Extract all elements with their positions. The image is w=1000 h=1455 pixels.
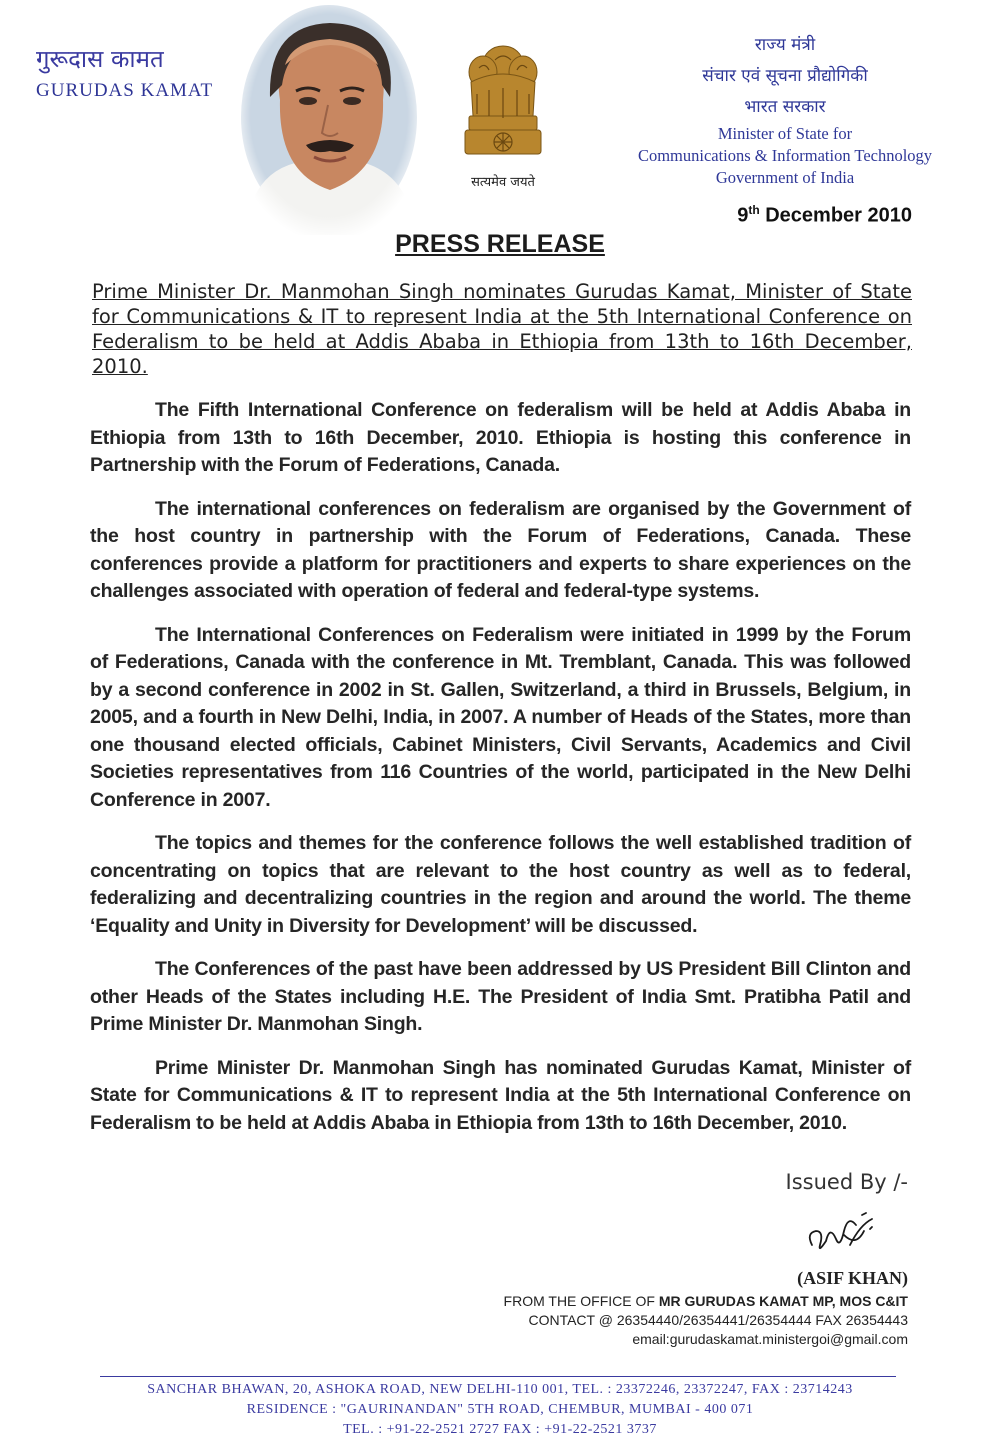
date-suffix: th xyxy=(748,203,760,217)
body-paragraph: The Fifth International Conference on federalism will be held at Addis Ababa in Ethiopia from 13th to 16th December, 2010. Ethiopia is hosting this conference in Partnership with the Forum of Federations, Canada. xyxy=(90,399,911,476)
office-from xyxy=(504,1292,908,1311)
designation-english-1: Minister of State for xyxy=(717,124,853,143)
date-day: 9 xyxy=(737,204,749,227)
office-contact xyxy=(504,1292,908,1349)
designation-hindi-1: राज्य मंत्री xyxy=(754,35,816,55)
designation-hindi-3: भारत सरकार xyxy=(744,97,826,117)
letterhead-name-english: GURUDAS KAMAT xyxy=(36,80,214,101)
headline: Prime Minister Dr. Manmohan Singh nominates Gurudas Kamat, Minister of State for Communications & IT to represent India at the 5th International Conference on Federalism to be held at Addis Ababa in Ethiopia from 13th to 16th December, 2010. xyxy=(92,280,912,378)
body-paragraph: The international conferences on federalism are organised by the Government of the host country in partnership with the Forum of Federations, Canada. These conferences provide a platform for practitioners and experts to share experiences on the challenges associated with operation of federal and federal-type systems. xyxy=(90,497,911,602)
release-date xyxy=(737,203,912,228)
designation-english-3: Government of India xyxy=(715,168,855,187)
body-paragraph: The topics and themes for the conference follows the well established tradition of concentrating on topics that are relevant to the host country as well as to federal, federalizing and decentralizing countries in the region and around the world. The theme ‘Equality and Unity in Diversity for Development’ will be discussed. xyxy=(90,832,911,937)
footer-divider xyxy=(100,1376,896,1377)
press-release-body xyxy=(90,397,911,1153)
signature-mark xyxy=(800,1195,880,1265)
office-from-name: MR GURUDAS KAMAT MP, MOS C&IT xyxy=(658,1293,908,1309)
footer-address xyxy=(60,1380,940,1440)
emblem-motto: सत्यमेव जयते xyxy=(471,175,535,190)
office-phone: CONTACT @ 26354440/26354441/26354444 FAX 26354443 xyxy=(528,1312,908,1328)
office-from-prefix: FROM THE OFFICE OF xyxy=(503,1293,659,1309)
office-email: email:gurudaskamat.ministergoi@gmail.com xyxy=(632,1331,908,1347)
press-release-title-wrap xyxy=(0,230,1000,259)
footer-residence-phone: TEL. : +91-22-2521 2727 FAX : +91-22-2521 3737 xyxy=(343,1422,657,1437)
designation-english-2: Communications & Information Technology xyxy=(637,146,933,165)
minister-designation xyxy=(590,30,980,189)
designation-hindi-2: संचार एवं सूचना प्रौद्योगिकी xyxy=(702,66,868,86)
minister-portrait xyxy=(240,5,418,235)
national-emblem-icon xyxy=(455,38,551,170)
footer-office-address: SANCHAR BHAWAN, 20, ASHOKA ROAD, NEW DELHI-110 001, TEL. : 23372246, 23372247, FAX : 23714243 xyxy=(147,1382,853,1397)
press-release-title: PRESS RELEASE xyxy=(395,230,605,258)
issued-by: Issued By /- xyxy=(785,1170,908,1194)
date-month-year: December 2010 xyxy=(759,204,912,227)
signatory-name: (ASIF KHAN) xyxy=(797,1268,908,1288)
footer-residence-address: RESIDENCE : "GAURINANDAN" 5TH ROAD, CHEMBUR, MUMBAI - 400 071 xyxy=(246,1402,754,1417)
body-paragraph: The Conferences of the past have been addressed by US President Bill Clinton and other Heads of the States including H.E. The President of India Smt. Pratibha Patil and Prime Minister Dr. Manmohan Singh. xyxy=(90,958,911,1035)
letterhead-name-hindi: गुरूदास कामत xyxy=(36,45,164,73)
body-paragraph: The International Conferences on Federalism were initiated in 1999 by the Forum of Federations, Canada with the conference in Mt. Tremblant, Canada. This was followed by a second conference in 2002 in St. Gallen, Switzerland, a third in Brussels, Belgium, in 2005, and a fourth in New Delhi, India, in 2007. A number of Heads of the States, more than one thousand elected officials, Cabinet Ministers, Civil Servants, Academics and Civil Societies representatives from 116 Countries of the world, participated in the New Delhi Conference in 2007. xyxy=(90,623,911,811)
body-paragraph: Prime Minister Dr. Manmohan Singh has nominated Gurudas Kamat, Minister of State for Communications & IT to represent India at the 5th International Conference on Federalism to be held at Addis Ababa in Ethiopia from 13th to 16th December, 2010. xyxy=(90,1056,911,1134)
